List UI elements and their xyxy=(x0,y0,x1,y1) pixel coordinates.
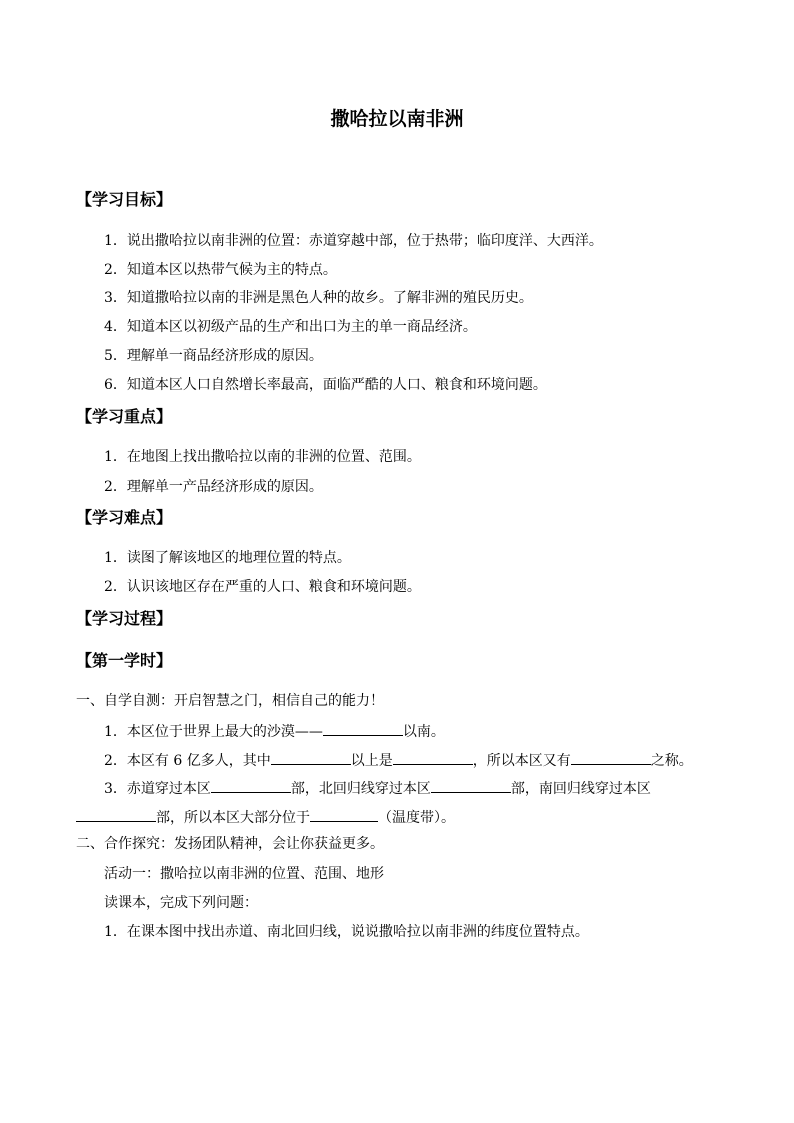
key-item: 2．理解单一产品经济形成的原因。 xyxy=(104,479,323,495)
question-2: 2．本区有 6 亿多人，其中 以上是 ，所以本区又有 之称。 xyxy=(104,749,693,771)
activity-title: 活动一：撒哈拉以南非洲的位置、范围、地形 xyxy=(104,866,384,882)
question-3: 3．赤道穿过本区 部，北回归线穿过本区 部，南回归线穿过本区 xyxy=(104,777,651,799)
difficult-item: 2．认识该地区存在严重的人口、粮食和环境问题。 xyxy=(104,579,421,595)
answer-blank[interactable] xyxy=(271,749,351,765)
part2-intro: 二、合作探究：发扬团队精神，会让你获益更多。 xyxy=(76,836,384,852)
process-heading: 【学习过程】 xyxy=(76,609,173,628)
answer-blank[interactable] xyxy=(76,806,156,822)
question-1: 1．本区位于世界上最大的沙漠—— 以南。 xyxy=(104,720,445,742)
goal-item: 1．说出撒哈拉以南非洲的位置：赤道穿越中部，位于热带；临印度洋、大西洋。 xyxy=(104,233,603,249)
goal-item: 3．知道撒哈拉以南的非洲是黑色人种的故乡。了解非洲的殖民历史。 xyxy=(104,290,533,306)
lesson1-heading: 【第一学时】 xyxy=(76,651,173,670)
answer-blank[interactable] xyxy=(431,777,511,793)
answer-blank[interactable] xyxy=(211,777,291,793)
goal-item: 5．理解单一商品经济形成的原因。 xyxy=(104,348,323,364)
goal-item: 4．知道本区以初级产品的生产和出口为主的单一商品经济。 xyxy=(104,319,477,335)
answer-blank[interactable] xyxy=(323,720,403,736)
goal-item: 6．知道本区人口自然增长率最高，面临严酷的人口、粮食和环境问题。 xyxy=(104,377,547,393)
question-3-continued: 部，所以本区大部分位于 （温度带）。 xyxy=(76,806,455,828)
difficult-heading: 【学习难点】 xyxy=(76,508,173,527)
part1-intro: 一、自学自测：开启智慧之门，相信自己的能力！ xyxy=(76,693,384,709)
key-heading: 【学习重点】 xyxy=(76,407,173,426)
goals-heading: 【学习目标】 xyxy=(76,190,173,209)
key-item: 1．在地图上找出撒哈拉以南的非洲的位置、范围。 xyxy=(104,449,421,465)
goal-item: 2．知道本区以热带气候为主的特点。 xyxy=(104,262,337,278)
activity-question-1: 1．在课本图中找出赤道、南北回归线，说说撒哈拉以南非洲的纬度位置特点。 xyxy=(104,924,589,940)
answer-blank[interactable] xyxy=(571,749,651,765)
answer-blank[interactable] xyxy=(393,749,473,765)
page-title: 撒哈拉以南非洲 xyxy=(330,108,464,130)
activity-instruction: 读课本，完成下列问题： xyxy=(104,895,258,911)
difficult-item: 1．读图了解该地区的地理位置的特点。 xyxy=(104,550,351,566)
answer-blank[interactable] xyxy=(310,806,378,822)
